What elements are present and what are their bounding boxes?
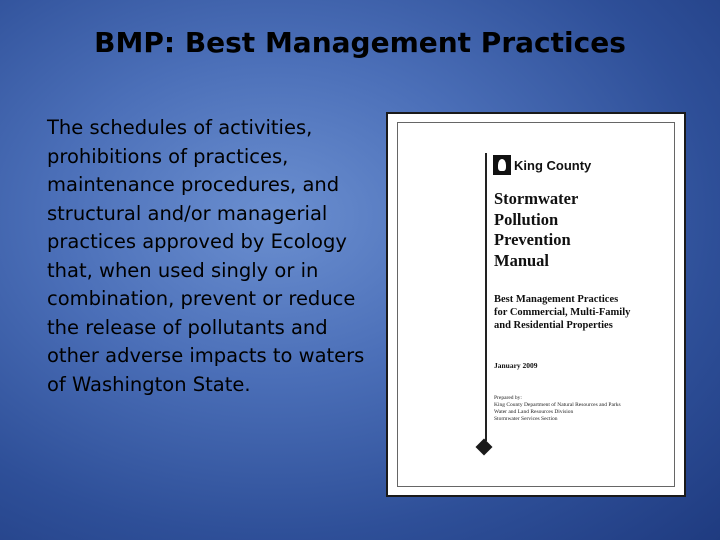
slide-title: BMP: Best Management Practices — [94, 26, 626, 59]
cover-subtitle-line: for Commercial, Multi-Family — [494, 307, 631, 318]
cover-prepared-by — [494, 395, 684, 423]
definition-text: The schedules of activities, prohibitions of practices, maintenance procedures, and structural and/or managerial practices approved by Ecology that, when used singly or in combination, prevent or reduce the release of pollutants and other adverse impacts to waters of Washington State. — [47, 116, 365, 396]
prepared-by-line: Stormwater Services Section — [494, 416, 558, 422]
king-county-crown-icon — [493, 155, 511, 175]
prepared-by-line: King County Department of Natural Resources and Parks — [494, 402, 621, 408]
cover-title-line: Pollution — [494, 209, 559, 229]
cover-title-line: Stormwater — [494, 189, 579, 208]
cover-title-line: Manual — [494, 250, 550, 270]
document-cover-page — [397, 122, 675, 487]
cover-subtitle-line: and Residential Properties — [494, 320, 613, 331]
cover-diamond-ornament — [476, 439, 493, 456]
cover-subtitle-line: Best Management Practices — [494, 294, 619, 305]
prepared-by-line: Prepared by: — [494, 395, 522, 401]
cover-vertical-rule — [485, 153, 487, 441]
cover-date: January 2009 — [494, 361, 538, 370]
king-county-logo — [493, 155, 591, 175]
logo-text: King County — [514, 157, 592, 173]
cover-title-line: Prevention — [494, 230, 571, 249]
cover-subtitle — [494, 293, 684, 332]
cover-title — [494, 189, 674, 271]
document-cover-image — [386, 112, 686, 497]
prepared-by-line: Water and Land Resources Division — [494, 409, 574, 415]
